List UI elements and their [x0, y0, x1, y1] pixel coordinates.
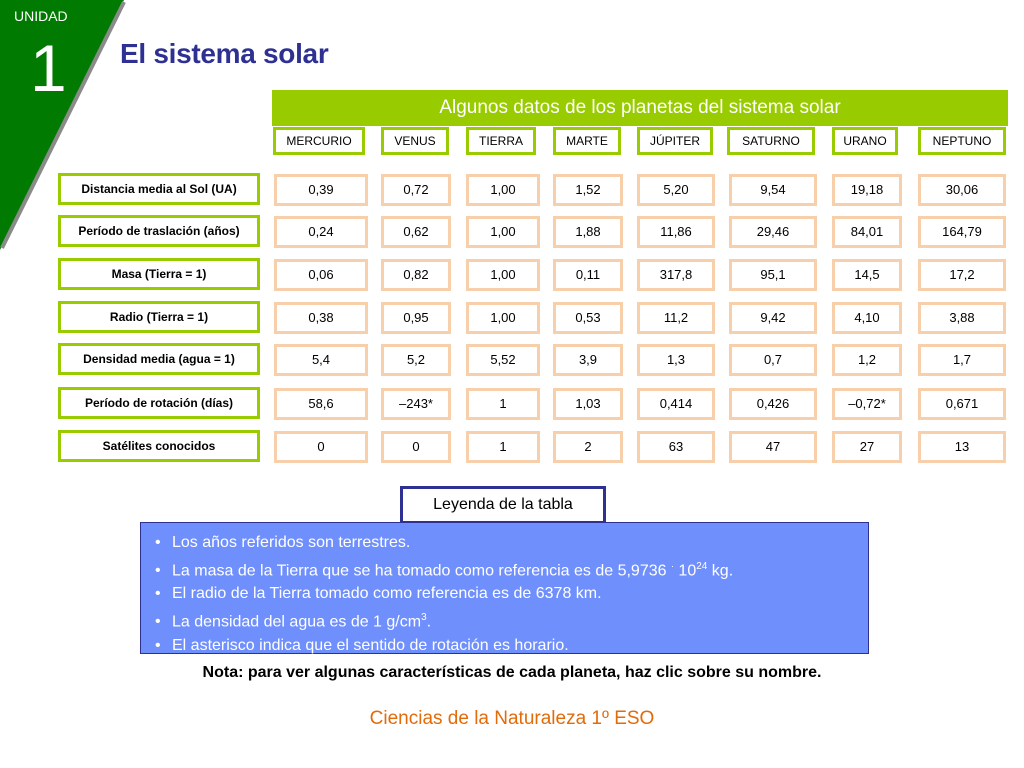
table-cell: 14,5 [832, 259, 902, 291]
table-cell: 1,00 [466, 259, 540, 291]
table-cell: 0,95 [381, 302, 451, 334]
legend-item [155, 634, 868, 658]
planet-header-7[interactable]: URANO [832, 127, 898, 155]
table-cell: 1 [466, 431, 540, 463]
row-label: Densidad media (agua = 1) [58, 343, 260, 375]
table-cell: 63 [637, 431, 715, 463]
table-title-banner: Algunos datos de los planetas del sistema solar [272, 90, 1008, 126]
planet-header-5[interactable]: JÚPITER [637, 127, 713, 155]
legend-item [155, 555, 868, 583]
table-cell: 47 [729, 431, 817, 463]
legend-title: Leyenda de la tabla [400, 486, 606, 524]
legend-item-sup: 24 [696, 560, 708, 572]
legend-item [155, 606, 868, 634]
table-cell: 9,54 [729, 174, 817, 206]
planet-header-1[interactable]: MERCURIO [273, 127, 365, 155]
table-cell: 0,53 [553, 302, 623, 334]
table-cell: 1,03 [553, 388, 623, 420]
page-title: El sistema solar [120, 38, 329, 69]
row-label: Masa (Tierra = 1) [58, 258, 260, 290]
table-cell: 0 [381, 431, 451, 463]
table-cell: 17,2 [918, 259, 1006, 291]
legend-item-mid: 10 [673, 561, 697, 579]
row-label: Satélites conocidos [58, 430, 260, 462]
table-cell: 11,86 [637, 216, 715, 248]
table-cell: 5,52 [466, 344, 540, 376]
legend-box [140, 522, 869, 654]
table-cell: 29,46 [729, 216, 817, 248]
row-label: Distancia media al Sol (UA) [58, 173, 260, 205]
table-cell: 11,2 [637, 302, 715, 334]
table-cell: 1,00 [466, 216, 540, 248]
legend-list [155, 531, 868, 657]
table-cell: 5,4 [274, 344, 368, 376]
table-cell: 30,06 [918, 174, 1006, 206]
table-cell: 0,426 [729, 388, 817, 420]
planet-header-8[interactable]: NEPTUNO [918, 127, 1006, 155]
table-cell: 1,00 [466, 302, 540, 334]
table-cell: 0,7 [729, 344, 817, 376]
legend-item-sup: 3 [421, 611, 427, 623]
table-cell: –243* [381, 388, 451, 420]
legend-item-dot: · [670, 560, 674, 571]
legend-item-text: La masa de la Tierra que se ha tomado como referencia es de 5,9736 [172, 561, 671, 579]
table-cell: 0,06 [274, 259, 368, 291]
table-cell: 5,2 [381, 344, 451, 376]
footer-text: Ciencias de la Naturaleza 1º ESO [369, 708, 655, 729]
table-cell: 13 [918, 431, 1006, 463]
table-cell: 0,24 [274, 216, 368, 248]
table-cell: 0,414 [637, 388, 715, 420]
table-cell: 27 [832, 431, 902, 463]
table-cell: 1,00 [466, 174, 540, 206]
table-cell: 3,9 [553, 344, 623, 376]
row-label: Período de traslación (años) [58, 215, 260, 247]
legend-item-text: La densidad del agua es de 1 g/cm [172, 613, 422, 631]
table-cell: 1,52 [553, 174, 623, 206]
planet-header-3[interactable]: TIERRA [466, 127, 536, 155]
table-cell: 1,88 [553, 216, 623, 248]
legend-item-text: El radio de la Tierra tomado como referencia es de 6378 km. [172, 585, 602, 603]
legend-item [155, 582, 868, 606]
table-cell: 2 [553, 431, 623, 463]
unit-number: 1 [30, 31, 67, 105]
table-cell: 164,79 [918, 216, 1006, 248]
planet-header-6[interactable]: SATURNO [727, 127, 815, 155]
bullet-icon: • [155, 585, 161, 603]
table-cell: 58,6 [274, 388, 368, 420]
bullet-icon: • [155, 636, 161, 654]
table-cell: 0,11 [553, 259, 623, 291]
table-cell: 1,3 [637, 344, 715, 376]
table-cell: 95,1 [729, 259, 817, 291]
row-label: Radio (Tierra = 1) [58, 301, 260, 333]
table-cell: 0 [274, 431, 368, 463]
row-label: Período de rotación (días) [58, 387, 260, 419]
table-cell: 1,7 [918, 344, 1006, 376]
bullet-icon: • [155, 534, 161, 551]
table-cell: 3,88 [918, 302, 1006, 334]
bullet-icon: • [155, 613, 161, 631]
legend-item-text: El asterisco indica que el sentido de rotación es horario. [172, 636, 569, 654]
table-cell: 0,62 [381, 216, 451, 248]
planet-header-4[interactable]: MARTE [553, 127, 621, 155]
legend-item-tail: kg. [707, 561, 734, 579]
legend-item-text: Los años referidos son terrestres. [172, 534, 411, 551]
table-cell: 0,671 [918, 388, 1006, 420]
table-cell: 4,10 [832, 302, 902, 334]
note-text: Nota: para ver algunas características de cada planeta, haz clic sobre su nombre. [202, 664, 822, 681]
table-cell: 0,72 [381, 174, 451, 206]
table-cell: 0,39 [274, 174, 368, 206]
planet-header-2[interactable]: VENUS [381, 127, 449, 155]
table-cell: 1,2 [832, 344, 902, 376]
legend-item [155, 531, 868, 555]
bullet-icon: • [155, 561, 161, 579]
table-cell: 317,8 [637, 259, 715, 291]
table-cell: 19,18 [832, 174, 902, 206]
table-cell: –0,72* [832, 388, 902, 420]
table-cell: 1 [466, 388, 540, 420]
legend-item-tail: . [426, 613, 432, 631]
table-cell: 0,82 [381, 259, 451, 291]
table-cell: 84,01 [832, 216, 902, 248]
table-cell: 0,38 [274, 302, 368, 334]
table-cell: 5,20 [637, 174, 715, 206]
table-cell: 9,42 [729, 302, 817, 334]
unit-label: UNIDAD [14, 8, 68, 24]
